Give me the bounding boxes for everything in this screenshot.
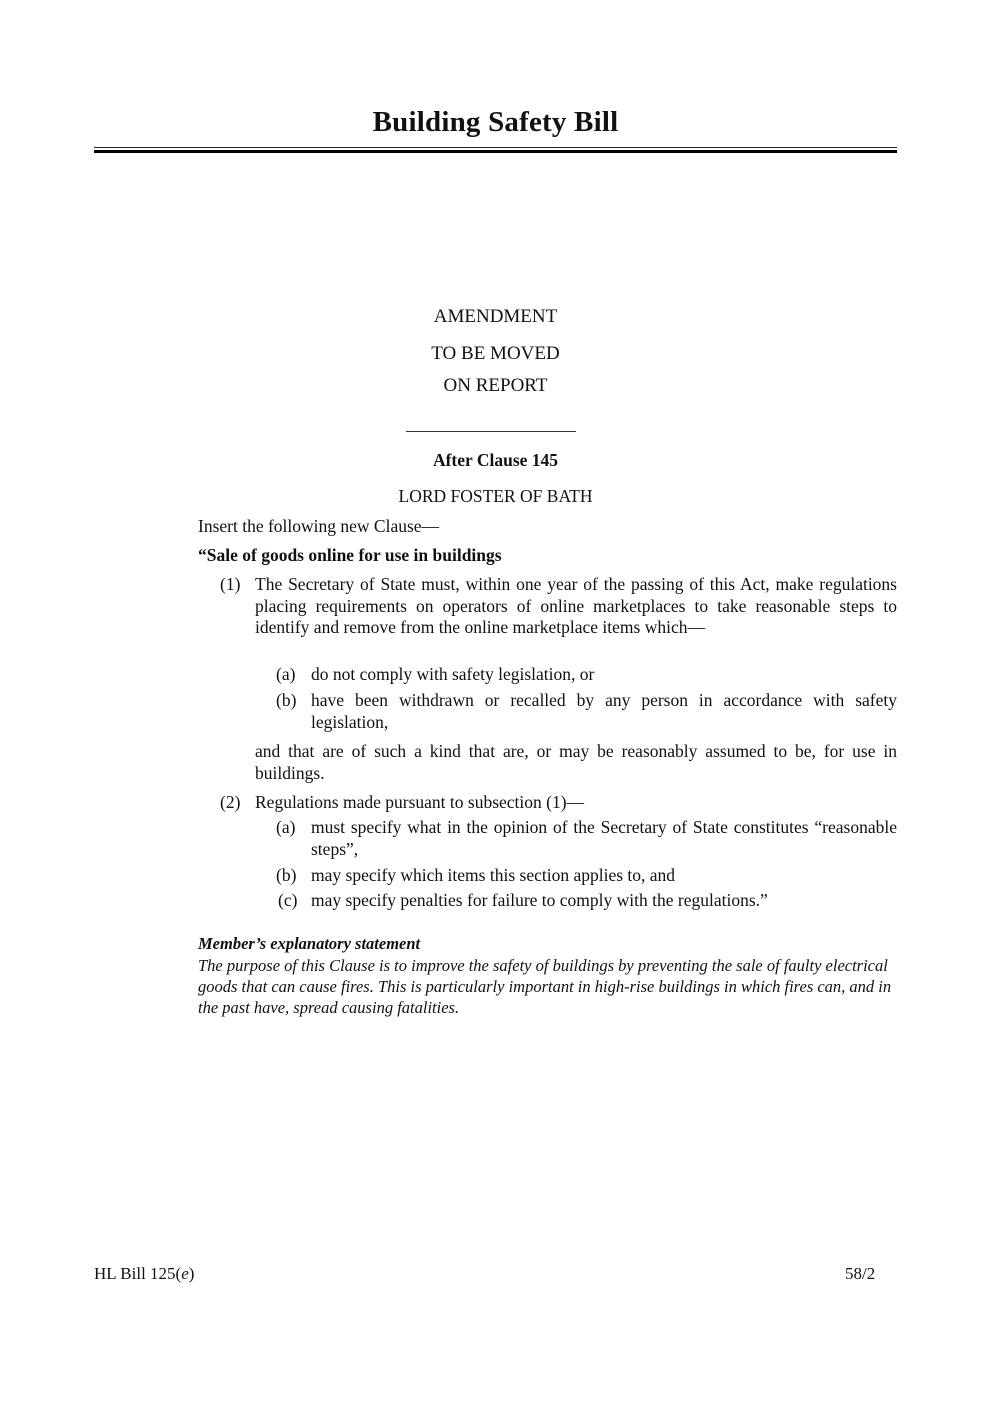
new-clause-title: “Sale of goods online for use in buildings xyxy=(198,545,502,565)
subsection-1-number: (1) xyxy=(220,574,241,594)
heading-line-to-be-moved: TO BE MOVED xyxy=(431,343,560,364)
bill-ref-prefix: HL Bill 125( xyxy=(94,1264,182,1283)
explanatory-text: The purpose of this Clause is to improve the safety of buildings by preventing the sale of faulty electrical goods that can cause fires. This is particularly important in high-rise buildings in which fires can, and in the past have, spread causing fatalities. xyxy=(198,956,892,1017)
subsection-1-para-b-label: (b) xyxy=(276,690,297,710)
subsection-1-para-b-text: have been withdrawn or recalled by any person in accordance with safety legislation, xyxy=(311,690,897,732)
subsection-2-para-b-label: (b) xyxy=(276,865,297,885)
explanatory-heading: Member’s explanatory statement xyxy=(198,934,421,953)
subsection-1-text: The Secretary of State must, within one year of the passing of this Act, make regulations placing requirements on operators of online marketplaces to take reasonable steps to identify and remove from the online marketplace items which— xyxy=(255,574,897,637)
subsection-2-para-c-label: (c) xyxy=(278,890,298,910)
section-divider xyxy=(406,431,576,432)
subsection-2-para-a-label: (a) xyxy=(276,817,296,837)
subsection-2-text: Regulations made pursuant to subsection (1)— xyxy=(255,792,585,812)
title-rule-thick xyxy=(94,150,897,153)
heading-line-amendment: AMENDMENT xyxy=(433,306,558,327)
mover-name: LORD FOSTER OF BATH xyxy=(398,486,593,506)
bill-ref-italic: e xyxy=(181,1264,189,1283)
subsection-2-para-a-text: must specify what in the opinion of the Secretary of State constitutes “reasonable steps”, xyxy=(311,817,897,859)
subsection-1-continuation: and that are of such a kind that are, or may be reasonably assumed to be, for use in buildings. xyxy=(255,741,897,783)
title-rule-thin xyxy=(94,147,897,148)
bill-reference xyxy=(94,1264,194,1284)
heading-line-on-report: ON REPORT xyxy=(443,375,548,396)
page-reference: 58/2 xyxy=(845,1264,876,1283)
subsection-2-para-b-text: may specify which items this section applies to, and xyxy=(311,865,676,885)
subsection-2-number: (2) xyxy=(220,792,241,812)
subsection-1-para-a-label: (a) xyxy=(276,664,296,684)
insert-instruction: Insert the following new Clause— xyxy=(198,516,440,536)
clause-position: After Clause 145 xyxy=(432,450,559,470)
subsection-1-para-a-text: do not comply with safety legislation, or xyxy=(311,664,595,684)
subsection-2-para-c-text: may specify penalties for failure to comply with the regulations.” xyxy=(311,890,768,910)
bill-ref-suffix: ) xyxy=(188,1264,195,1283)
document-title: Building Safety Bill xyxy=(372,106,619,138)
